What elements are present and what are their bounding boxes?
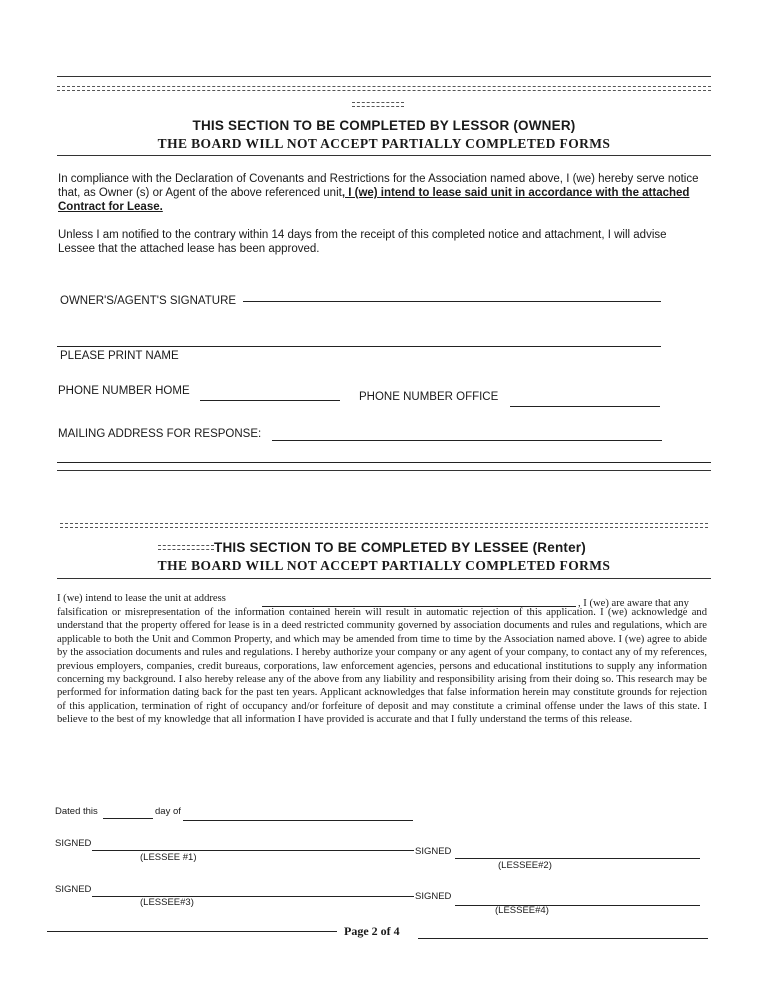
phone-home-label: PHONE NUMBER HOME	[58, 385, 190, 397]
top-dashed-rule	[57, 86, 711, 91]
owner-signature-field[interactable]	[243, 301, 661, 302]
footer-rule-right	[418, 938, 708, 939]
signed-label-3: SIGNED	[55, 884, 92, 895]
lessee4-signature-field[interactable]	[455, 905, 700, 906]
footer-rule-left	[47, 931, 337, 932]
lessor-notice-paragraph	[58, 172, 706, 214]
page-number: Page 2 of 4	[344, 924, 400, 938]
lessee2-signature-field[interactable]	[455, 858, 700, 859]
dated-day-field[interactable]	[103, 818, 153, 819]
dated-label: Dated this	[55, 806, 98, 817]
lessor-heading-rule	[57, 155, 711, 156]
lessee-dashed-rule	[60, 523, 708, 528]
phone-home-field[interactable]	[200, 400, 340, 401]
signed-label-2: SIGNED	[415, 846, 452, 857]
lessee1-label: (LESSEE #1)	[140, 852, 197, 863]
lease-address-aware-text: , I (we) are aware that any	[578, 598, 689, 609]
print-name-label: PLEASE PRINT NAME	[60, 350, 179, 362]
lessor-subheading: THE BOARD WILL NOT ACCEPT PARTIALLY COMPLETED FORMS	[157, 136, 611, 151]
lessee-heading-rule	[57, 578, 711, 579]
lessor-approval-paragraph: Unless I am notified to the contrary within 14 days from the receipt of this completed notice and attachment, I will advise Lessee that the attached lease has been approved.	[58, 229, 667, 255]
lessee1-signature-field[interactable]	[92, 850, 414, 851]
signed-label-4: SIGNED	[415, 891, 452, 902]
phone-office-field[interactable]	[510, 406, 660, 407]
lessee4-label: (LESSEE#4)	[495, 905, 549, 916]
top-rule	[57, 76, 711, 77]
notice-intent-text: , I (we) intend to lease said unit in accordance with the attached Contract for Lease.	[58, 187, 690, 213]
lessee-subheading: THE BOARD WILL NOT ACCEPT PARTIALLY COMPLETED FORMS	[157, 558, 611, 573]
lease-address-intro: I (we) intend to lease the unit at address	[57, 593, 226, 604]
lessor-section-end-rule	[57, 470, 711, 471]
top-short-dashed-rule	[352, 102, 404, 107]
lessee2-label: (LESSEE#2)	[498, 860, 552, 871]
day-of-label: day of	[155, 806, 181, 817]
lessor-heading: THIS SECTION TO BE COMPLETED BY LESSOR (OWNER)	[192, 118, 576, 133]
lessee-heading: THIS SECTION TO BE COMPLETED BY LESSEE (Renter)	[214, 540, 586, 555]
owner-signature-label: OWNER'S/AGENT'S SIGNATURE	[60, 295, 237, 307]
print-name-field[interactable]	[57, 346, 661, 347]
lessee-short-dashed-rule	[158, 545, 214, 550]
phone-office-label: PHONE NUMBER OFFICE	[359, 391, 499, 403]
notice-text: In compliance with the Declaration of Covenants and Restrictions for the Association named above, I (we) hereby serve notice that, as Owner (s) or Agent of the above referenced unit	[58, 173, 699, 199]
lessee-release-paragraph: falsification or misrepresentation of the information contained herein will result in automatic rejection of this application. I (we) acknowledge and understand that the property offered for lease is in a deed restricted community governed by association documents and rules and regulations, which are applicable to both the Unit and Common Property, and which may be amended from time to time by the Association named above. I (we) agree to abide by the association documents and rules and regulations. I hereby authorize your company or any agent of your company, to contact any of my references, previous employers, companies, credit bureaus, corporations, law enforcement agencies, persons and educational institutions to supply any information concerning my background. I also hereby release any of the above from any liability and responsibility arising from their doing so. This research may be performed for information dating back for the past ten years. Applicant acknowledges that false information herein may constitute grounds for rejection of this application, termination of right of occupancy and/or forfeiture of deposit and may constitute a criminal offense under the laws of this state. I believe to the best of my knowledge that all information I have provided is accurate and that I fully understand the terms of this release.	[57, 607, 707, 726]
mailing-address-label: MAILING ADDRESS FOR RESPONSE:	[58, 428, 262, 440]
lessee3-label: (LESSEE#3)	[140, 897, 194, 908]
signed-label-1: SIGNED	[55, 838, 92, 849]
mailing-address-field-2[interactable]	[57, 462, 711, 463]
dated-month-field[interactable]	[183, 820, 413, 821]
mailing-address-field[interactable]	[272, 440, 662, 441]
